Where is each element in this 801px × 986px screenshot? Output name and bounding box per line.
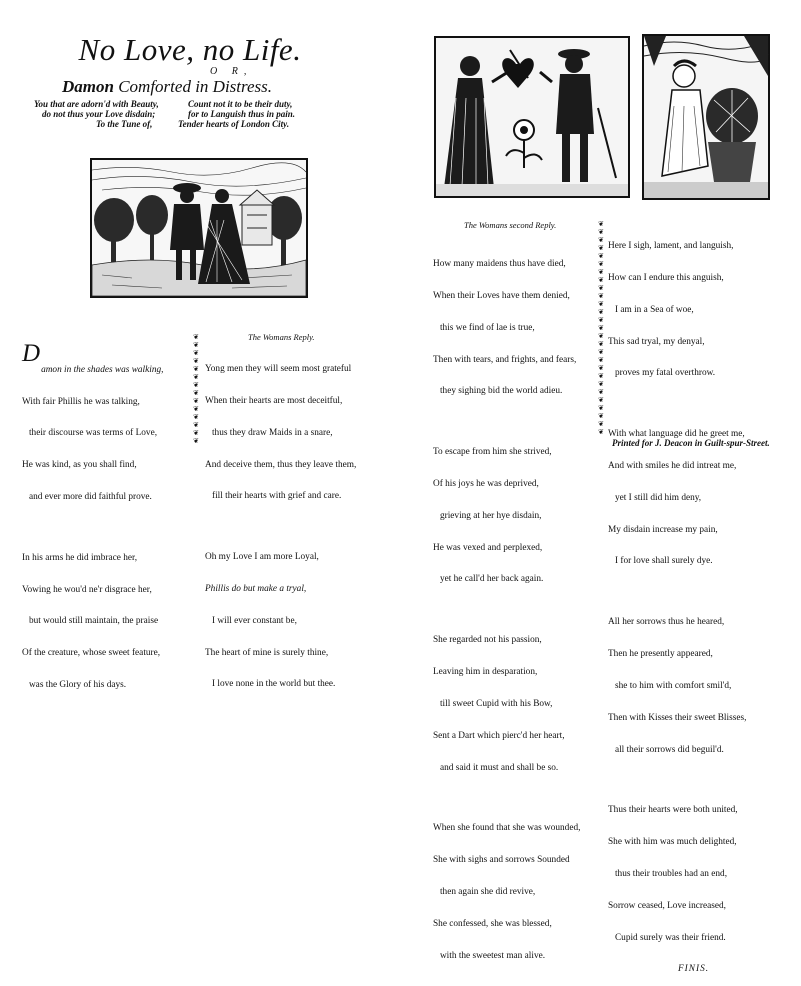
verse-line: My disdain increase my pain,	[608, 524, 718, 535]
verse-line: I am in a Sea of woe,	[608, 304, 694, 315]
subtitle-name: Damon	[62, 77, 114, 96]
verse-line: How many maidens thus have died,	[433, 259, 566, 270]
tune-left-line: do not thus your Love disdain;	[42, 109, 156, 119]
tune-left-line: You that are adorn'd with Beauty,	[34, 99, 159, 109]
verse-line: proves my fatal overthrow.	[608, 368, 716, 379]
verse-line: then again she did revive,	[433, 887, 536, 898]
verse-line: Then with Kisses their sweet Blisses,	[608, 712, 747, 723]
verse-line: With what language did he greet me,	[608, 429, 745, 440]
verse-line: yet he call'd her back again.	[433, 574, 544, 585]
verse-line: and ever more did faithful prove.	[22, 491, 152, 502]
womans-reply-heading: The Womans Reply.	[248, 332, 315, 342]
woodcut-heart-drawing	[436, 38, 628, 196]
tune-left-block	[34, 99, 159, 129]
woodcut-woman-drawing	[644, 36, 768, 198]
left-stanzas-column	[22, 333, 182, 701]
verse-line: When their hearts are most deceitful,	[205, 395, 343, 406]
verse-line: I love none in the world but thee.	[205, 679, 336, 690]
verse-line: amon in the shades was walking,	[41, 364, 164, 375]
stanza-gap	[608, 400, 788, 408]
stanza-gap	[433, 794, 598, 802]
verse-line: all their sorrows did beguil'd.	[608, 744, 724, 755]
verse-line: Of the creature, whose sweet feature,	[22, 648, 161, 659]
stanza-gap	[22, 524, 182, 532]
ornament-border-right: ❦ ❦ ❦ ❦ ❦ ❦ ❦ ❦ ❦ ❦ ❦ ❦ ❦ ❦ ❦ ❦ ❦ ❦ ❦ ❦ ❦ ❦ ❦ ❦ ❦ ❦ ❦	[598, 220, 604, 436]
stanza-gap	[608, 776, 788, 784]
verse-line: thus their troubles had an end,	[608, 869, 728, 880]
verse-line: with the sweetest man alive.	[433, 950, 546, 961]
verse-line: Thus their hearts were both united,	[608, 805, 738, 816]
verse-line: grieving at her hye disdain,	[433, 510, 542, 521]
womans-reply-column	[205, 343, 375, 701]
second-reply-column	[433, 238, 598, 972]
verse-line: Yong men they will seem most grateful	[205, 364, 352, 375]
verse-line: And deceive them, thus they leave them,	[205, 459, 357, 470]
verse-line: Sent a Dart which pierc'd her heart,	[433, 730, 565, 741]
verse-line: He was kind, as you shall find,	[22, 460, 137, 471]
stanza-gap	[433, 418, 598, 426]
verse-line: When their Loves have them denied,	[433, 290, 570, 301]
stanza-gap	[433, 606, 598, 614]
verse-line: yet I still did him deny,	[608, 492, 702, 503]
verse-line: Oh my Love I am more Loyal,	[205, 552, 319, 563]
verse-line: In his arms he did imbrace her,	[22, 552, 138, 563]
verse-line: How can I endure this anguish,	[608, 272, 724, 283]
verse-line: their discourse was terms of Love,	[22, 428, 158, 439]
verse-line: Of his joys he was deprived,	[433, 479, 539, 490]
woodcut-woman-flowers	[642, 34, 770, 200]
woodcut-couple-heart	[434, 36, 630, 198]
verse-line: Phillis do but make a tryal,	[205, 584, 307, 595]
verse-line: I for love shall surely dye.	[608, 556, 713, 567]
stanza-gap	[205, 523, 375, 531]
finis-mark: FINIS.	[678, 964, 710, 975]
stanza-gap	[608, 588, 788, 596]
verse-line: was the Glory of his days.	[22, 680, 127, 690]
ballad-title: No Love, no Life.	[78, 32, 302, 67]
verse-line: All her sorrows thus he heared,	[608, 617, 725, 628]
verse-line: Cupid surely was their friend.	[608, 932, 726, 943]
ornament-border-left: ❦ ❦ ❦ ❦ ❦ ❦ ❦ ❦ ❦ ❦ ❦ ❦ ❦ ❦	[193, 333, 199, 445]
woodcut-courting-couple	[90, 158, 308, 298]
verse-line: she to him with comfort smil'd,	[608, 680, 732, 691]
verse-line: She with sighs and sorrows Sounded	[433, 855, 570, 866]
verse-line: Then with tears, and frights, and fears,	[433, 354, 577, 365]
verse-line: The heart of mine is surely thine,	[205, 647, 329, 658]
tune-right-line: for to Languish thus in pain.	[188, 109, 296, 119]
or-separator: O R,	[210, 66, 253, 77]
verse-line: She regarded not his passion,	[433, 635, 542, 646]
verse-line: Then he presently appeared,	[608, 649, 713, 660]
verse-line: With fair Phillis he was talking,	[22, 396, 140, 407]
verse-line: To escape from him she strived,	[433, 447, 552, 458]
verse-line: Sorrow ceased, Love increased,	[608, 900, 726, 911]
verse-line: This sad tryal, my denyal,	[608, 336, 705, 347]
subtitle-rest: Comforted in Distress.	[113, 77, 273, 96]
drop-cap: D	[22, 339, 41, 367]
verse-line: And with smiles he did intreat me,	[608, 461, 737, 472]
verse-line: fill their hearts with grief and care.	[205, 491, 342, 502]
verse-line: thus they draw Maids in a snare,	[205, 427, 333, 438]
verse-line: Vowing he wou'd ne'r disgrace her,	[22, 584, 152, 595]
verse-line: She with him was much delighted,	[608, 837, 737, 848]
verse-line: I will ever constant be,	[205, 615, 297, 626]
verse-line: this we find of lae is true,	[433, 322, 535, 333]
ballad-subtitle	[62, 77, 272, 97]
final-stanzas-column	[608, 220, 788, 986]
tune-right-block	[178, 99, 295, 129]
tune-left-line: To the Tune of,	[96, 119, 153, 129]
printer-imprint: Printed for J. Deacon in Guilt-spur-Street.	[612, 438, 770, 448]
verse-line: Leaving him in desparation,	[433, 667, 538, 678]
verse-line: till sweet Cupid with his Bow,	[433, 698, 553, 709]
verse-line: and said it must and shall be so.	[433, 762, 559, 773]
verse-line: When she found that she was wounded,	[433, 823, 581, 834]
womans-second-reply-heading: The Womans second Reply.	[464, 220, 557, 230]
tune-right-line: Count not it to be their duty,	[188, 99, 293, 109]
verse-line: She confessed, she was blessed,	[433, 918, 552, 929]
verse-line: He was vexed and perplexed,	[433, 542, 543, 553]
woodcut-couple-drawing	[92, 160, 306, 296]
verse-line: they sighing bid the world adieu.	[433, 386, 563, 397]
tune-right-line: Tender hearts of London City.	[178, 119, 290, 129]
verse-line: Here I sigh, lament, and languish,	[608, 241, 734, 252]
verse-line: but would still maintain, the praise	[22, 616, 159, 627]
